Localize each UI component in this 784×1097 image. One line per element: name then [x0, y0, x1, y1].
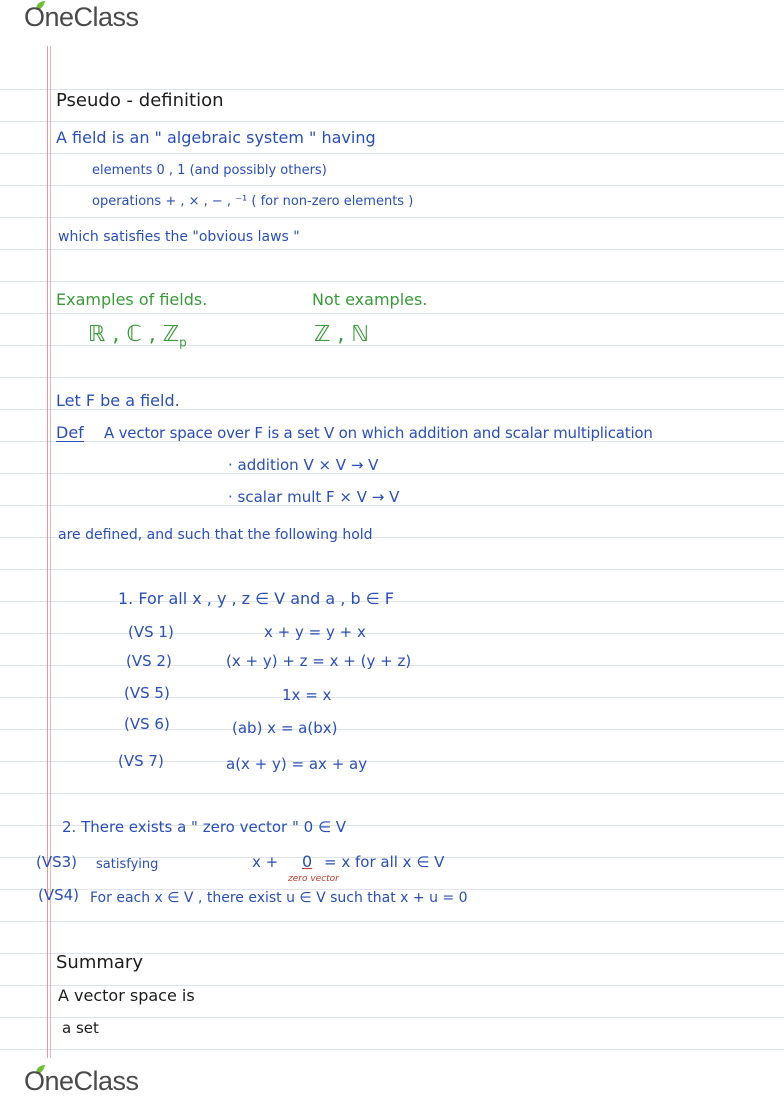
zero-vector-annotation: zero vector	[288, 874, 339, 884]
vs3-rule-right: = x for all x ∈ V	[324, 853, 445, 871]
oneclass-logo[interactable]: OneClass	[24, 2, 139, 32]
axiom-tag-1: (VS 1)	[128, 623, 174, 641]
op-scalar-mult: · scalar mult F × V → V	[228, 488, 400, 506]
vs3-zero: 0	[302, 852, 313, 871]
item-1: 1. For all x , y , z ∈ V and a , b ∈ F	[118, 589, 394, 608]
examples-subscript: p	[179, 335, 187, 350]
examples-values-text: ℝ , ℂ , ℤ	[88, 322, 180, 347]
not-examples-label: Not examples.	[312, 290, 428, 309]
axiom-rule-3: 1x = x	[282, 686, 332, 704]
summary-line: A vector space is	[58, 986, 195, 1005]
margin-line-inner	[50, 46, 51, 1058]
oneclass-logo-footer[interactable]: OneClass	[24, 1066, 139, 1096]
examples-values	[88, 324, 187, 348]
def-label: Def	[56, 423, 84, 442]
not-examples-values: ℤ , ℕ	[314, 322, 369, 347]
item-2: 2. There exists a " zero vector " 0 ∈ V	[62, 818, 347, 836]
defined-line: are defined, and such that the following hold	[58, 527, 373, 543]
vs4-text: For each x ∈ V , there exist u ∈ V such that x + u = 0	[90, 890, 468, 906]
bullet-operations: operations + , × , − , ⁻¹ ( for non-zero elements )	[92, 194, 414, 209]
axiom-tag-3: (VS 5)	[124, 684, 170, 702]
field-definition-line: A field is an " algebraic system " having	[56, 128, 376, 147]
axiom-rule-1: x + y = y + x	[264, 623, 366, 641]
summary-bullet: a set	[62, 1019, 99, 1037]
margin-line	[47, 46, 48, 1058]
vs3-text: satisfying	[96, 857, 159, 872]
satisfies-line: which satisfies the "obvious laws "	[58, 229, 300, 245]
vs3-rule-left: x +	[252, 853, 279, 871]
vs3-tag: (VS3)	[36, 853, 78, 871]
def-text: A vector space over F is a set V on which addition and scalar multiplication	[104, 424, 653, 442]
bullet-elements: elements 0 , 1 (and possibly others)	[92, 163, 327, 178]
axiom-tag-5: (VS 7)	[118, 752, 164, 770]
axiom-rule-2: (x + y) + z = x + (y + z)	[226, 652, 412, 670]
notes-heading: Pseudo - definition	[56, 90, 224, 111]
let-line: Let F be a field.	[56, 391, 180, 410]
header	[0, 0, 784, 40]
axiom-tag-2: (VS 2)	[126, 652, 172, 670]
vs4-tag: (VS4)	[38, 886, 80, 904]
op-addition: · addition V × V → V	[228, 456, 379, 474]
summary-title: Summary	[56, 952, 143, 973]
axiom-rule-4: (ab) x = a(bx)	[232, 719, 338, 737]
axiom-rule-5: a(x + y) = ax + ay	[226, 755, 368, 773]
examples-label: Examples of fields.	[56, 290, 208, 309]
axiom-tag-4: (VS 6)	[124, 715, 170, 733]
